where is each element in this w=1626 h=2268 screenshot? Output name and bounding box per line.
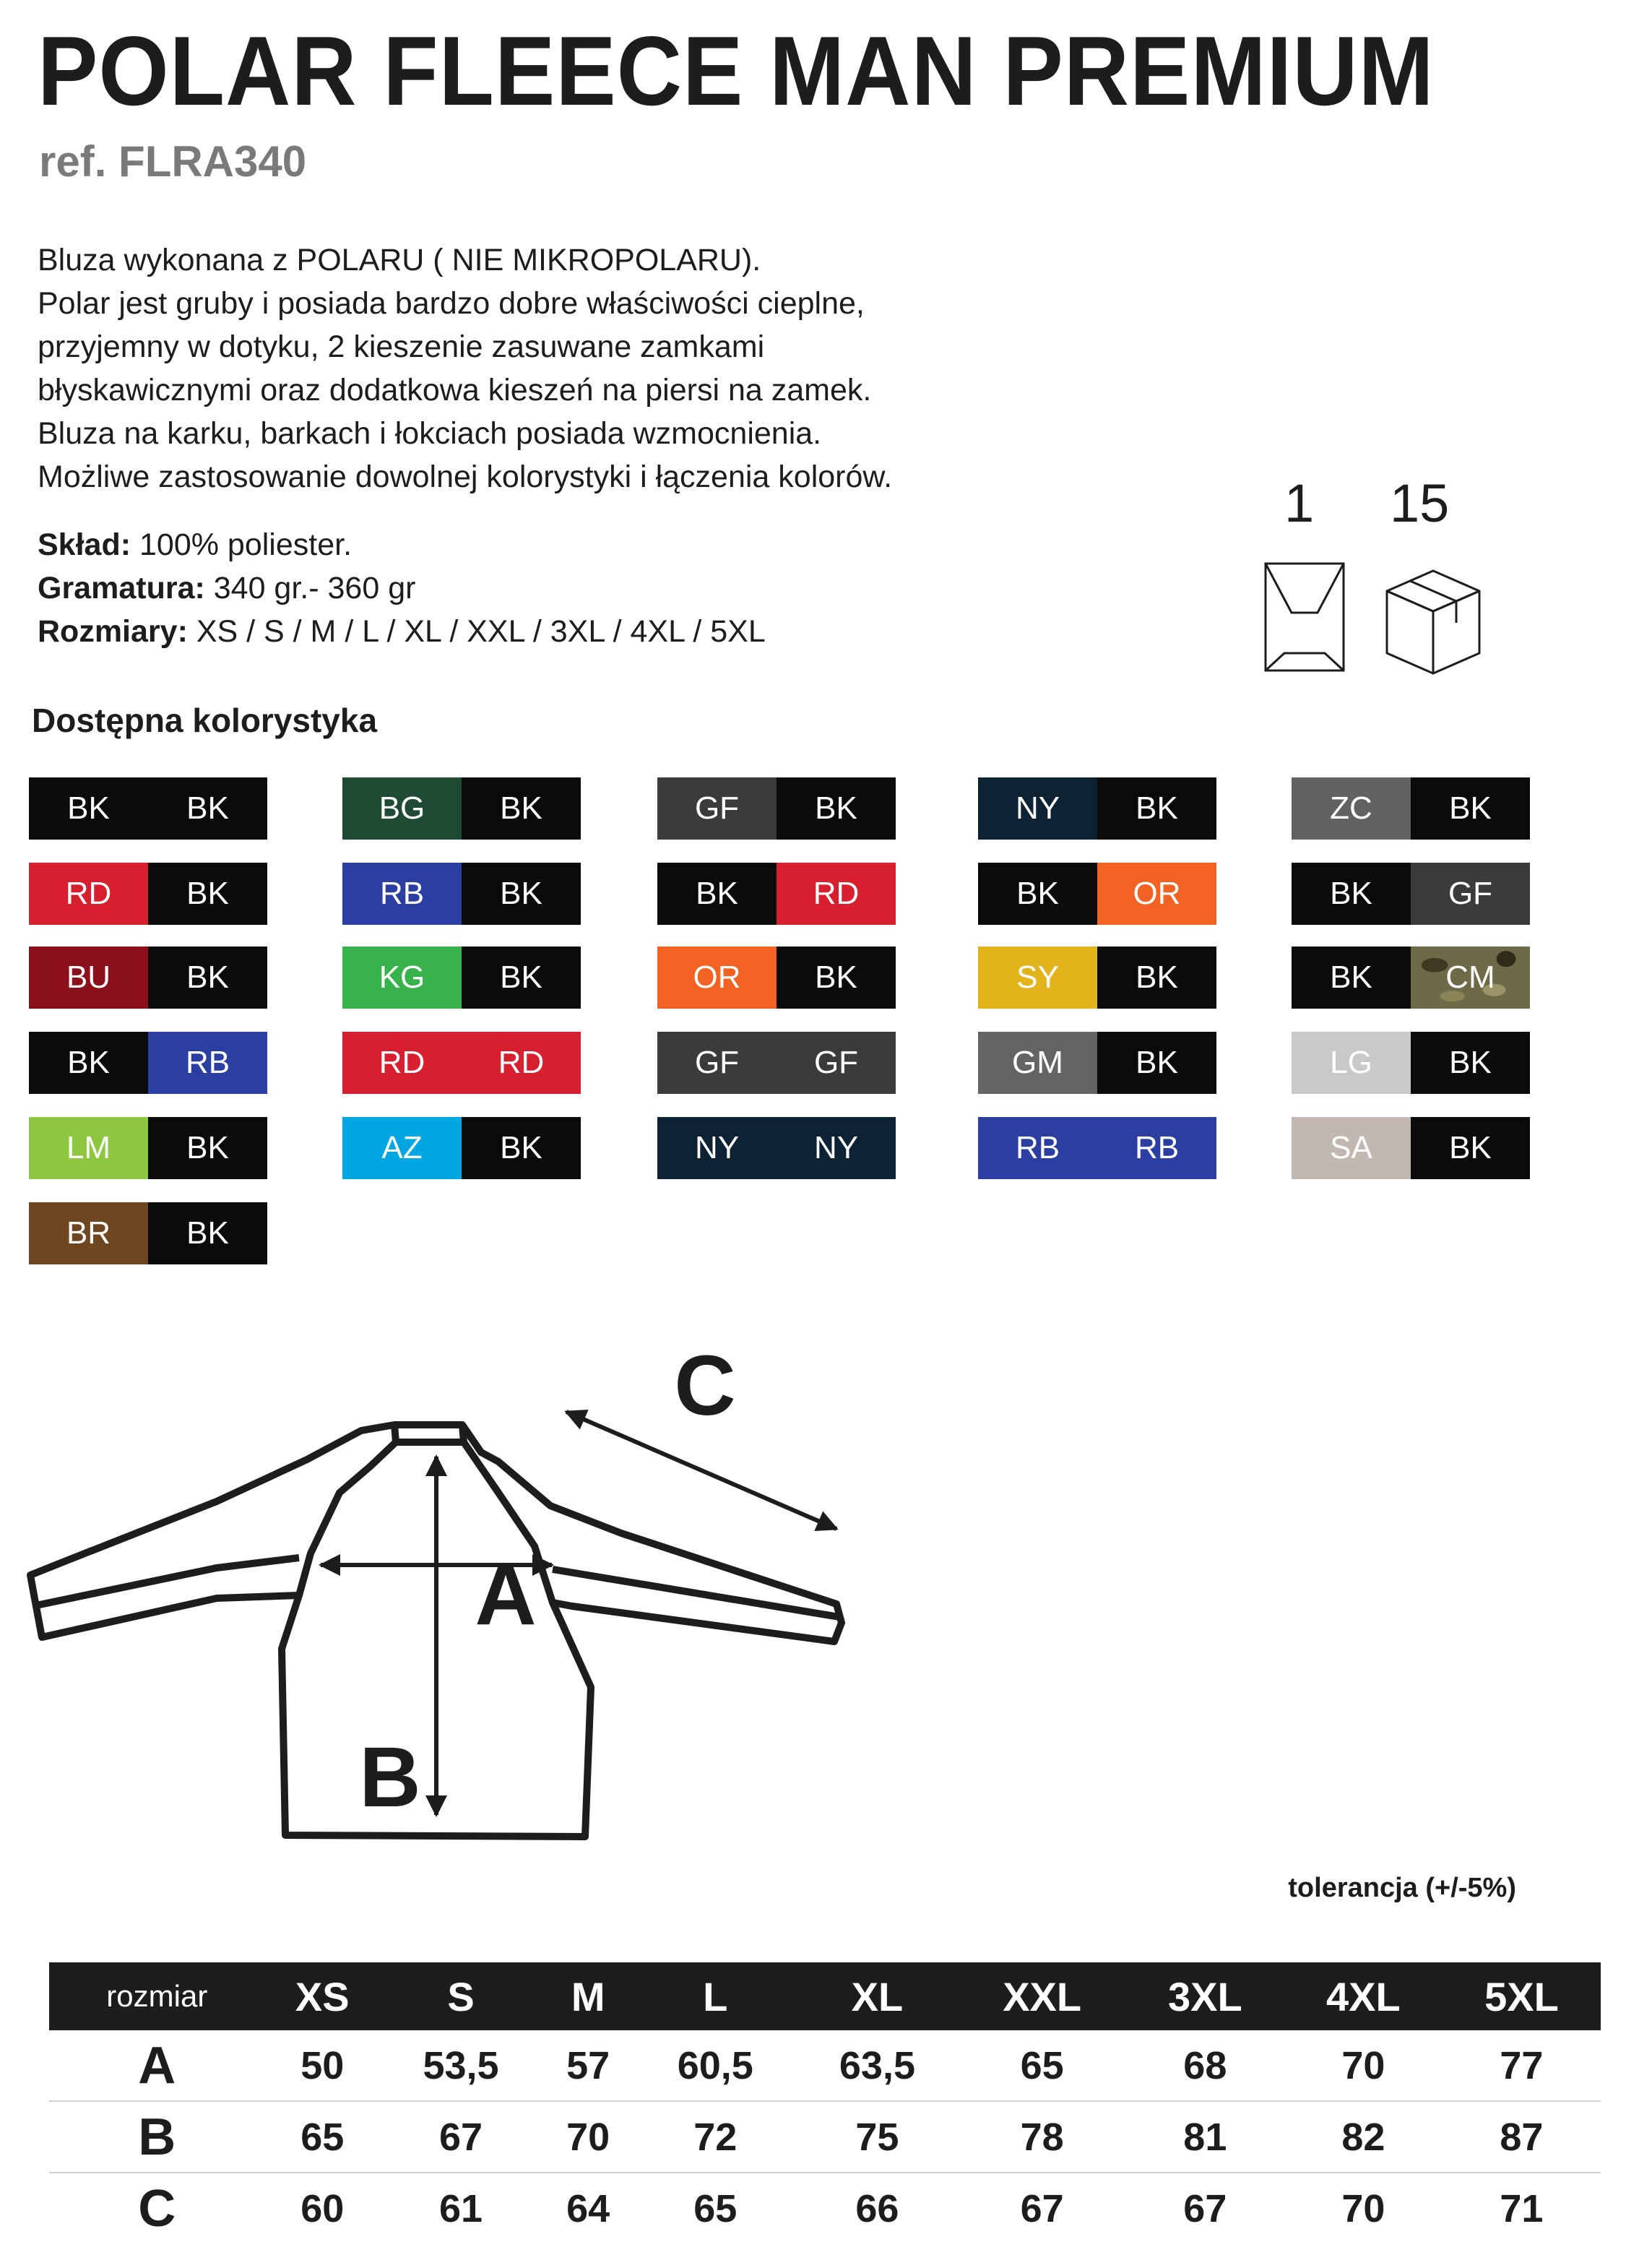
color-swatch: [978, 1117, 1216, 1179]
envelope-icon: [1263, 561, 1346, 673]
color-swatch: [657, 947, 896, 1009]
description-line: Bluza wykonana z POLARU ( NIE MIKROPOLARU).: [38, 243, 761, 277]
diagram-label-c: C: [674, 1338, 736, 1433]
color-code: BK: [1292, 947, 1411, 1009]
table-cell: 67: [1183, 2186, 1227, 2230]
color-swatch: [342, 947, 581, 1009]
spec-label: Gramatura:: [38, 571, 205, 605]
spec-weight: [38, 566, 766, 610]
table-cell: 78: [959, 2101, 1126, 2173]
color-code: AZ: [342, 1117, 462, 1179]
table-cell: 75: [796, 2101, 958, 2173]
color-swatch: [29, 863, 267, 925]
color-swatch: [978, 947, 1216, 1009]
table-cell: 81: [1126, 2101, 1284, 2173]
color-swatch: [29, 1117, 267, 1179]
color-code: BK: [1292, 863, 1411, 925]
color-code: OR: [657, 947, 777, 1009]
header-cell: 3XL: [1126, 1962, 1284, 2030]
table-cell: 71: [1500, 2186, 1544, 2230]
color-swatch: [1292, 1117, 1530, 1179]
color-code: SY: [978, 947, 1097, 1009]
color-code: BK: [29, 1032, 148, 1094]
color-code: BK: [1097, 777, 1216, 840]
color-code: BK: [148, 947, 267, 1009]
color-code: BK: [462, 777, 581, 840]
size-table-header: [49, 1962, 1601, 2030]
color-code: BK: [777, 947, 896, 1009]
color-code: ZC: [1292, 777, 1411, 840]
table-cell: 87: [1443, 2101, 1601, 2173]
color-swatch: [657, 863, 896, 925]
diagram-label-a: A: [475, 1548, 537, 1643]
table-cell: 70: [542, 2101, 634, 2173]
tolerance-note: tolerancja (+/-5%): [1288, 1873, 1516, 1903]
product-description: [38, 238, 892, 499]
garment-diagram: [0, 1315, 867, 1850]
row-label: A: [49, 2030, 265, 2101]
color-swatch: [29, 777, 267, 840]
color-swatch: [1292, 1032, 1530, 1094]
colors-heading: Dostępna kolorystyka: [32, 702, 378, 739]
color-code: BK: [29, 777, 148, 840]
color-code: BK: [148, 777, 267, 840]
color-code: RD: [29, 863, 148, 925]
color-swatch: [657, 1117, 896, 1179]
color-code: BK: [148, 863, 267, 925]
color-swatch: [29, 1032, 267, 1094]
color-swatch: [29, 947, 267, 1009]
table-cell: 63,5: [796, 2030, 958, 2101]
spec-label: Rozmiary:: [38, 614, 188, 649]
description-line: Polar jest gruby i posiada bardzo dobre właściwości cieplne,: [38, 286, 865, 321]
table-cell: 57: [542, 2030, 634, 2101]
table-cell: 82: [1284, 2101, 1443, 2173]
table-cell: 67: [380, 2101, 542, 2173]
product-reference: ref. FLRA340: [39, 137, 307, 186]
color-code: RB: [342, 863, 462, 925]
color-code: GF: [657, 777, 777, 840]
carton-box-icon: [1384, 556, 1482, 676]
color-code: BK: [148, 1117, 267, 1179]
table-row: [49, 2173, 1601, 2243]
color-code: RD: [342, 1032, 462, 1094]
header-cell: rozmiar: [49, 1962, 265, 2030]
color-code: NY: [657, 1117, 777, 1179]
row-label: C: [138, 2179, 176, 2238]
color-code: BG: [342, 777, 462, 840]
color-code: GM: [978, 1032, 1097, 1094]
color-code: BK: [1097, 947, 1216, 1009]
table-cell: 77: [1443, 2030, 1601, 2101]
row-label: B: [49, 2101, 265, 2173]
color-code: GF: [657, 1032, 777, 1094]
pack-single-count: 1: [1284, 473, 1315, 533]
color-code: BK: [777, 777, 896, 840]
table-row: [49, 2030, 1601, 2101]
color-code: BK: [1097, 1032, 1216, 1094]
table-cell: 65: [265, 2101, 380, 2173]
table-cell: 65: [959, 2030, 1126, 2101]
table-cell: 61: [438, 2186, 483, 2230]
table-cell: 60,5: [634, 2030, 796, 2101]
header-cell: XXL: [959, 1962, 1126, 2030]
left-raglan-seam: [299, 1442, 396, 1595]
color-code: CM: [1411, 947, 1530, 1009]
description-line: Bluza na karku, barkach i łokciach posiada wzmocnienia.: [38, 416, 822, 451]
color-code: BK: [462, 947, 581, 1009]
table-cell: 64: [566, 2186, 610, 2230]
color-swatch: [29, 1202, 267, 1264]
color-code: BK: [657, 863, 777, 925]
table-cell: 67: [1020, 2186, 1064, 2230]
color-code: LG: [1292, 1032, 1411, 1094]
header-cell: 4XL: [1284, 1962, 1443, 2030]
spec-value: XS / S / M / L / XL / XXL / 3XL / 4XL / 5XL: [187, 614, 766, 649]
spec-label: Skład:: [38, 527, 131, 562]
header-cell: XS: [265, 1962, 380, 2030]
description-line: błyskawicznymi oraz dodatkowa kieszeń na piersi na zamek.: [38, 373, 872, 408]
color-swatch: [1292, 947, 1530, 1009]
color-code: BK: [1411, 1032, 1530, 1094]
table-cell: 60: [300, 2186, 345, 2230]
header-cell: M: [542, 1962, 634, 2030]
color-code: OR: [1097, 863, 1216, 925]
color-code: SA: [1292, 1117, 1411, 1179]
spec-value: 340 gr.- 360 gr: [204, 571, 416, 605]
color-code: BK: [148, 1202, 267, 1264]
diagram-label-b: B: [359, 1730, 421, 1825]
color-swatch: [657, 777, 896, 840]
header-cell: S: [380, 1962, 542, 2030]
table-cell: 65: [693, 2186, 738, 2230]
spec-composition: [38, 523, 766, 566]
color-code: NY: [777, 1117, 896, 1179]
color-code: NY: [978, 777, 1097, 840]
color-swatch: [1292, 777, 1530, 840]
header-cell: 5XL: [1443, 1962, 1601, 2030]
color-code: BK: [462, 863, 581, 925]
color-code: BU: [29, 947, 148, 1009]
table-row: [49, 2101, 1601, 2173]
color-swatch: [342, 777, 581, 840]
color-swatch: [342, 863, 581, 925]
header-cell: XL: [796, 1962, 958, 2030]
color-code: RD: [462, 1032, 581, 1094]
color-code: KG: [342, 947, 462, 1009]
color-code: RB: [978, 1117, 1097, 1179]
description-line: przyjemny w dotyku, 2 kieszenie zasuwane zamkami: [38, 329, 765, 364]
table-cell: 72: [634, 2101, 796, 2173]
product-title: POLAR FLEECE MAN PREMIUM: [38, 16, 1435, 126]
header-cell: L: [634, 1962, 796, 2030]
table-cell: 70: [1284, 2030, 1443, 2101]
color-swatch: [342, 1032, 581, 1094]
table-cell: 66: [855, 2186, 899, 2230]
table-cell: 53,5: [380, 2030, 542, 2101]
color-swatch: [342, 1117, 581, 1179]
color-swatch: [978, 1032, 1216, 1094]
color-swatch: [657, 1032, 896, 1094]
color-swatch: [978, 863, 1216, 925]
table-cell: 50: [265, 2030, 380, 2101]
color-code: GF: [777, 1032, 896, 1094]
product-specs: [38, 523, 766, 653]
color-code: RB: [1097, 1117, 1216, 1179]
color-code: BK: [978, 863, 1097, 925]
color-code: BK: [1411, 1117, 1530, 1179]
color-swatch: [978, 777, 1216, 840]
color-swatch: [1292, 863, 1530, 925]
size-table: [49, 1962, 1601, 2243]
pack-carton-count: 15: [1390, 473, 1450, 533]
color-code: BK: [1411, 777, 1530, 840]
spec-sizes: [38, 610, 766, 653]
spec-value: 100% poliester.: [131, 527, 353, 562]
color-code: RB: [148, 1032, 267, 1094]
color-code: RD: [777, 863, 896, 925]
description-line: Możliwe zastosowanie dowolnej kolorystyki i łączenia kolorów.: [38, 460, 893, 494]
color-code: LM: [29, 1117, 148, 1179]
color-code: GF: [1411, 863, 1530, 925]
color-code: BR: [29, 1202, 148, 1264]
table-cell: 68: [1126, 2030, 1284, 2101]
color-code: BK: [462, 1117, 581, 1179]
table-cell: 70: [1341, 2186, 1385, 2230]
